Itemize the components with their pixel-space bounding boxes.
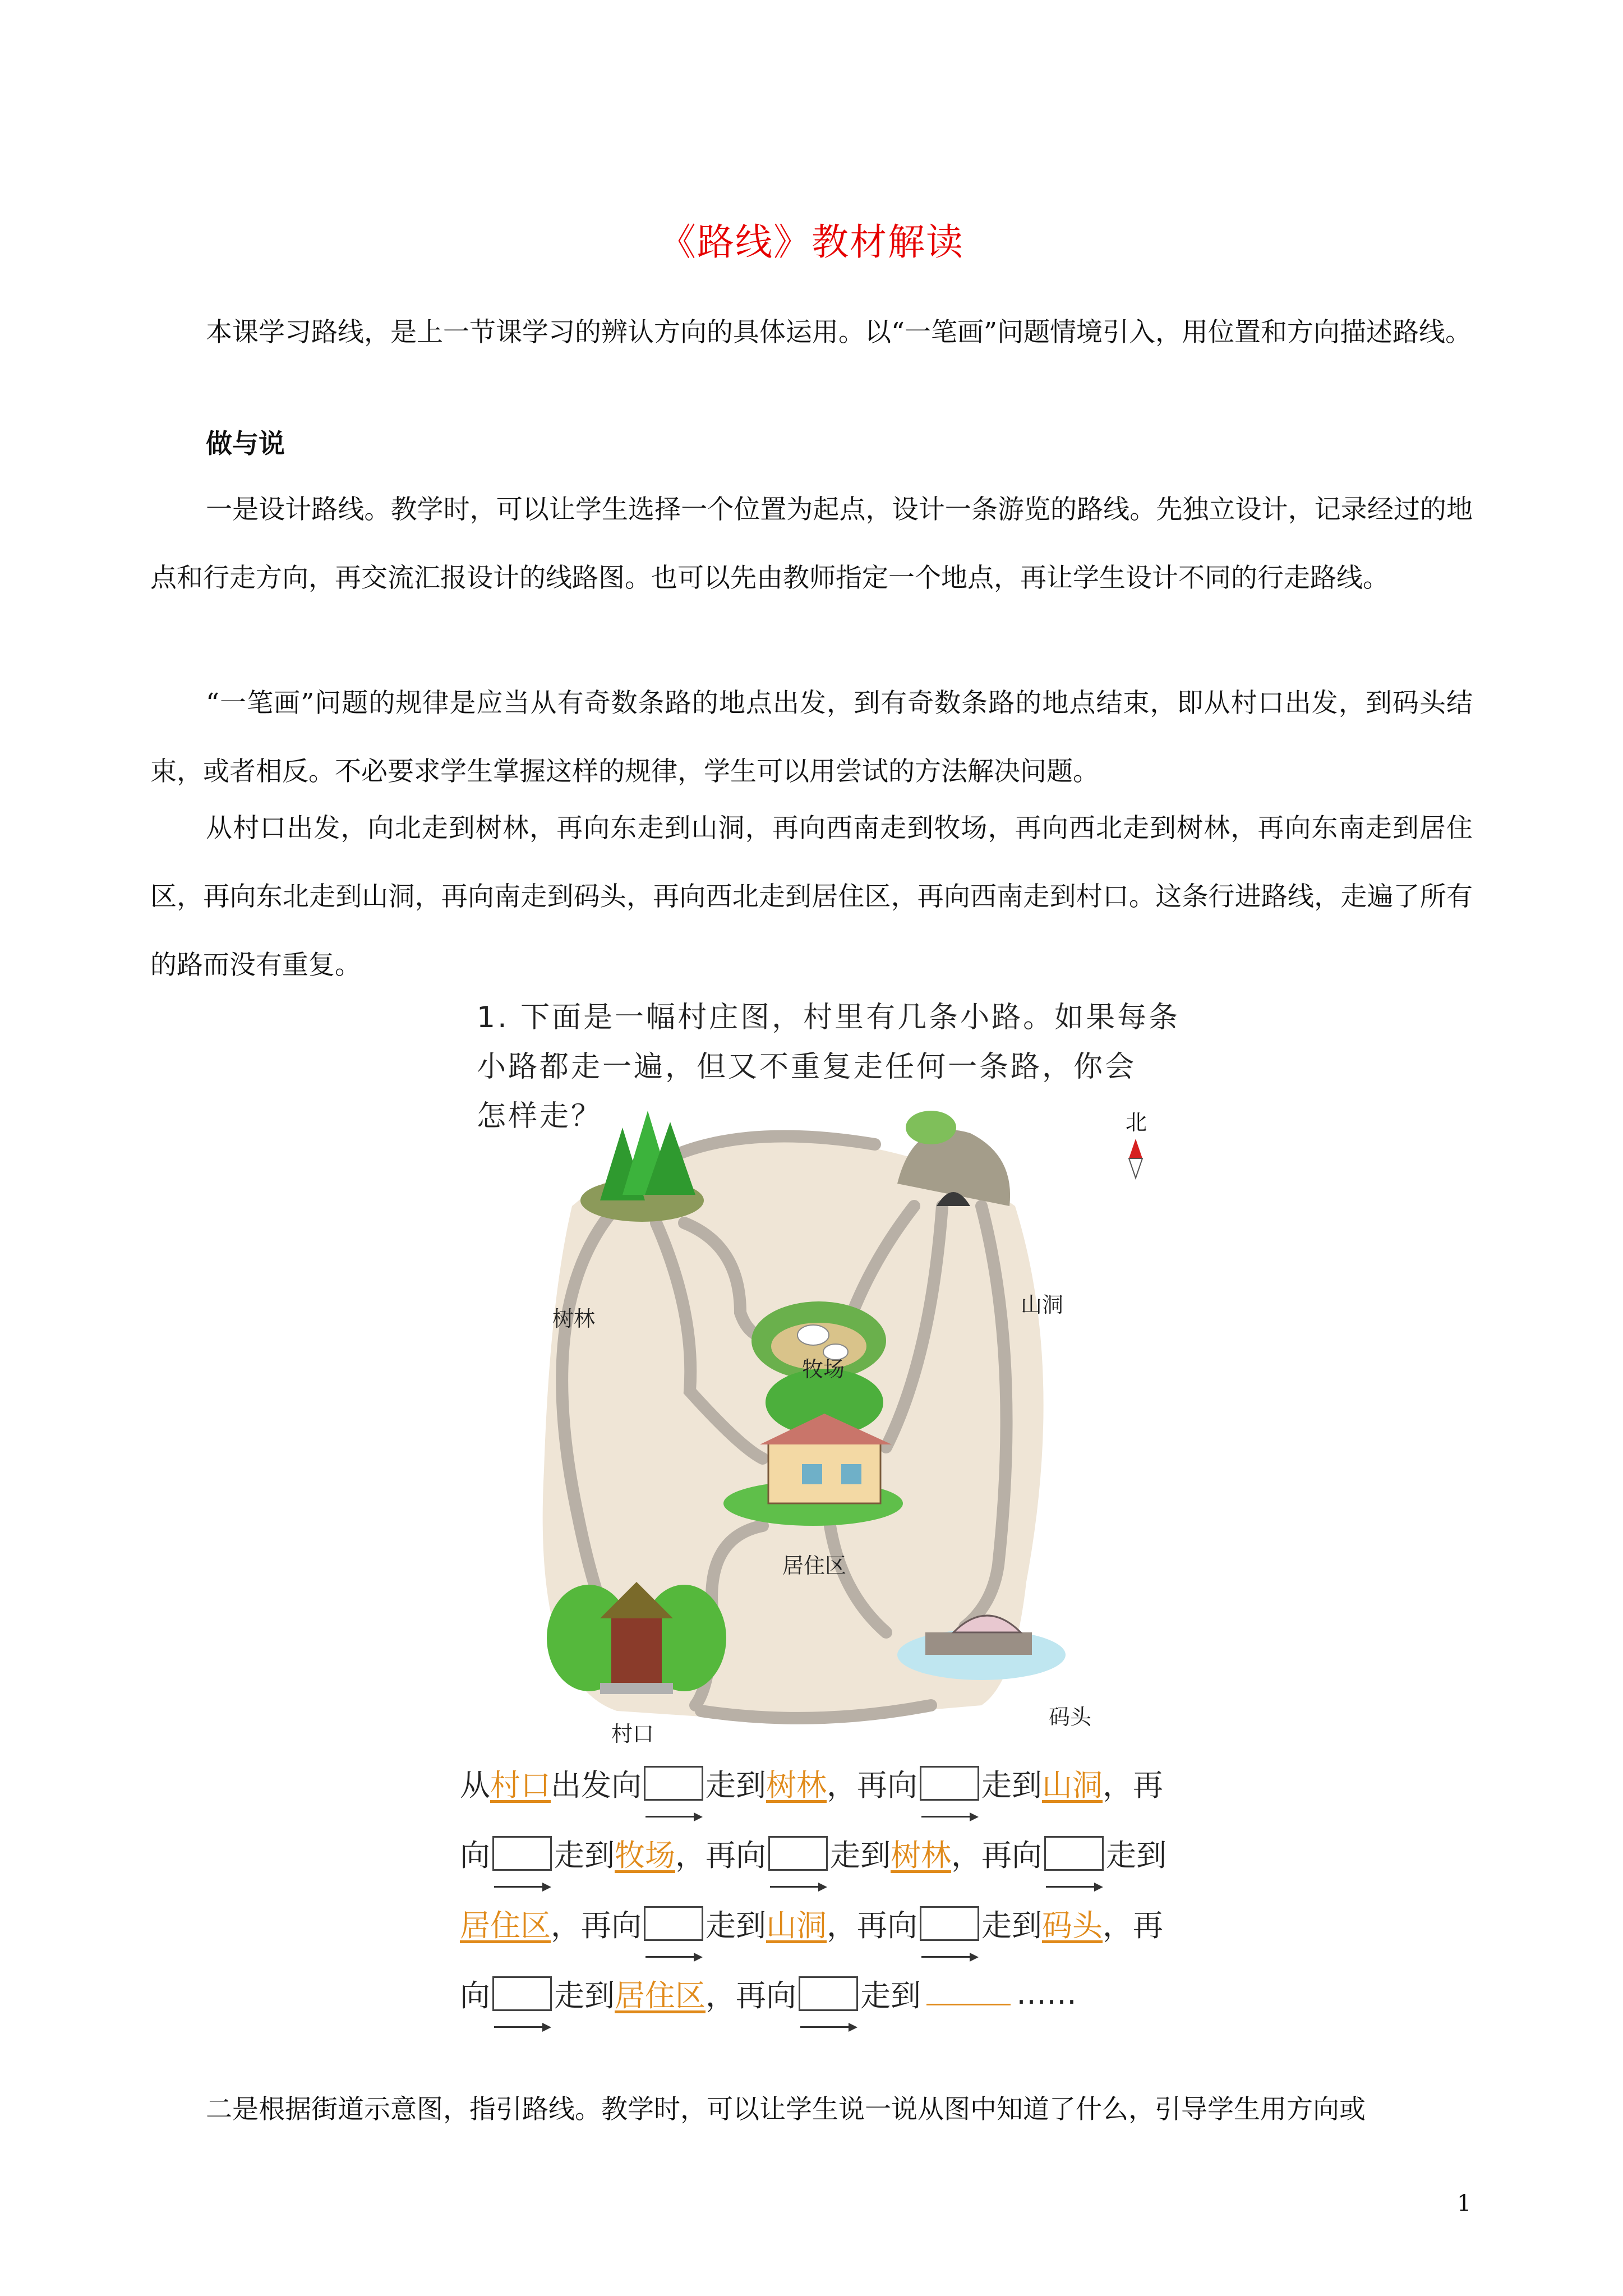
fill-text: 从 [460,1768,490,1803]
fill-text: …… [1016,1976,1077,2011]
fill-text: 向 [460,1838,490,1873]
label-dock: 码头 [1049,1705,1092,1729]
fill-text: 走到 [830,1838,891,1873]
direction-blank[interactable] [644,1766,703,1801]
fill-text: ，再向 [827,1908,917,1943]
fill-place: 居住区 [460,1908,551,1943]
north-arrow-icon [1129,1139,1142,1178]
fill-text: ，再向 [675,1838,766,1873]
label-village-gate: 村口 [611,1722,654,1746]
fill-text: 走到 [860,1978,921,2013]
fill-text: 走到 [554,1838,615,1873]
label-cave: 山洞 [1021,1292,1064,1317]
fill-place: 村口 [490,1768,551,1803]
fill-place: 树林 [891,1838,951,1873]
paragraph-rule: “一笔画”问题的规律是应当从有奇数条路的地点出发，到有奇数条路的地点结束，即从村口出发，到码头结束，或者相反。不必要求学生掌握这样的规律，学生可以用尝试的方法解决问题。 [150,688,1473,787]
fill-text: 向 [460,1978,490,2013]
question-line: 小路都走一遍，但又不重复走任何一条路，你会 [477,1050,1137,1084]
fill-text: 走到 [981,1768,1042,1803]
label-forest: 树林 [552,1306,596,1331]
direction-blank[interactable] [644,1906,703,1941]
direction-blank[interactable] [799,1976,858,2011]
label-pasture: 牧场 [802,1357,845,1382]
question-line: 怎样走？ [477,1099,603,1133]
fill-text: ，再 [1103,1908,1163,1943]
direction-blank[interactable] [492,1836,552,1871]
direction-blank[interactable] [920,1766,979,1801]
direction-blank[interactable] [492,1976,552,2011]
fill-place: 牧场 [615,1838,675,1873]
paragraph-route: 从村口出发，向北走到树林，再向东走到山洞，再向西南走到牧场，再向西北走到树林，再向东南走到居住区，再向东北走到山洞，再向南走到码头，再向西北走到居住区，再向西南走到村口。这条行进路线，走遍了所有的路而没有重复。 [150,813,1473,981]
question-line: 1. 下面是一幅村庄图，村里有几条小路。如果每条 [477,1001,1181,1034]
forest-icon [580,1111,704,1222]
fill-text: 走到 [706,1908,766,1943]
fill-text: ，再向 [706,1978,796,2013]
exercise-figure [449,993,1217,2047]
fill-place: 树林 [766,1768,827,1803]
fill-text: 走到 [981,1908,1042,1943]
fill-text: ，再向 [827,1768,917,1803]
village-map [449,1077,1217,1834]
fill-text: 走到 [554,1978,615,2013]
direction-blank[interactable] [768,1836,828,1871]
page-number: 1 [1457,2191,1472,2216]
fill-line-1 [460,1761,1163,1805]
fill-line-4 [460,1972,1077,2015]
fill-text: ，再向 [551,1908,642,1943]
paragraph-intro: 本课学习路线，是上一节课学习的辨认方向的具体运用。以“一笔画”问题情境引入，用位置和方向描述路线。 [206,317,1472,348]
fill-place: 居住区 [615,1978,706,2013]
page-title: 《路线》教材解读 [659,220,964,264]
fill-line-3 [460,1902,1163,1945]
fill-text: ，再向 [951,1838,1042,1873]
fill-text: 出发向 [551,1768,642,1803]
direction-blank[interactable] [920,1906,979,1941]
fill-text: 走到 [706,1768,766,1803]
label-residential: 居住区 [782,1553,847,1578]
section-heading: 做与说 [206,429,285,459]
fill-place: 山洞 [766,1908,827,1943]
fill-place: 码头 [1042,1908,1103,1943]
paragraph-design-route: 一是设计路线。教学时，可以让学生选择一个位置为起点，设计一条游览的路线。先独立设计，记录经过的地点和行走方向，再交流汇报设计的线路图。也可以先由教师指定一个地点，再让学生设计不同的行走路线。 [150,494,1473,593]
direction-blank[interactable] [1044,1836,1104,1871]
fill-line-2 [460,1832,1166,1875]
fill-text: 走到 [1106,1838,1166,1873]
answer-line[interactable] [926,1981,1011,2005]
fill-place: 山洞 [1042,1768,1103,1803]
fill-text: ，再 [1103,1768,1163,1803]
label-north: 北 [1126,1110,1147,1135]
paragraph-street-map: 二是根据街道示意图，指引路线。教学时，可以让学生说一说从图中知道了什么，引导学生用方向或 [206,2094,1366,2125]
village-gate-icon [547,1582,726,1694]
